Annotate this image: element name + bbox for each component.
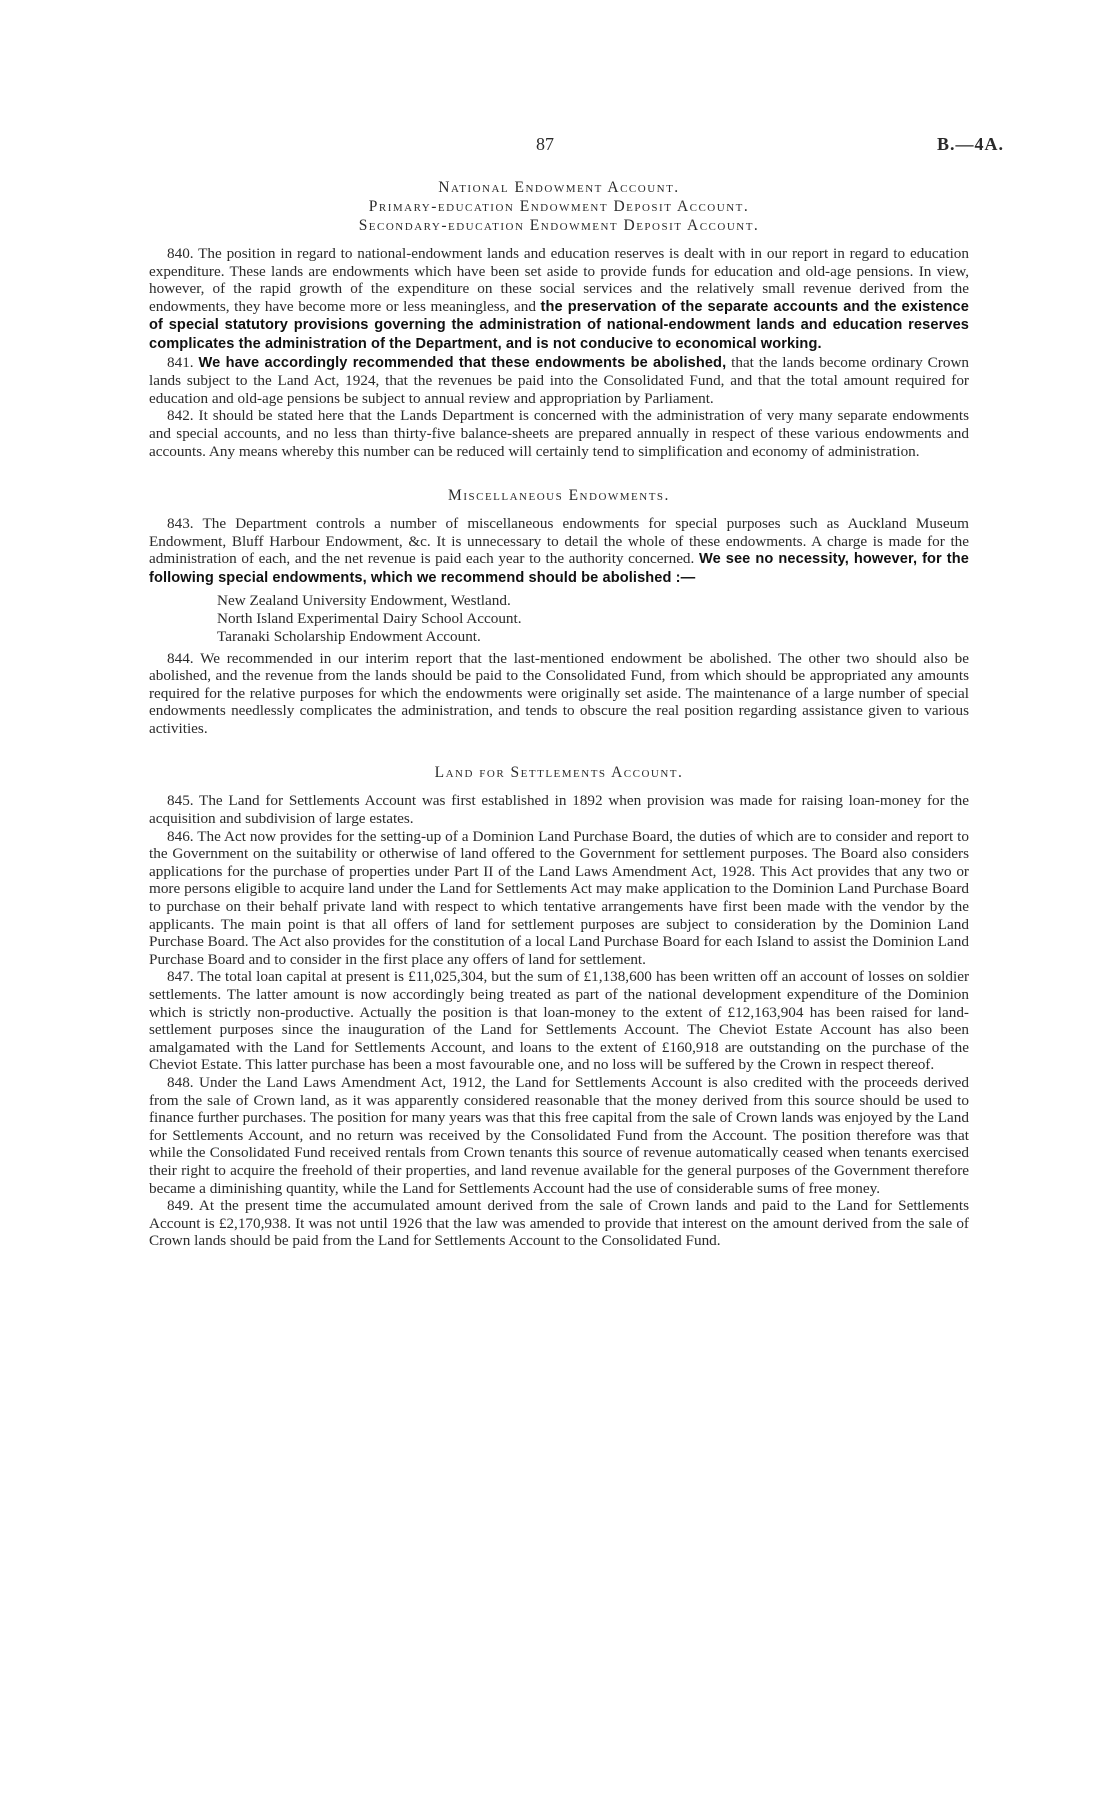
paragraph-844: 844. We recommended in our interim report that the last-mentioned endowment be abolished. The other two should also be abolished, and the revenue from the lands should be paid to the Consolidated Fund, from which should be appropriated any amounts required for the relative purposes for which the endowments were originally set aside. The maintenance of a large number of special endowments needlessly complicates the administration, and tends to obscure the real position regarding assistance given to various activities.	[149, 649, 969, 737]
paragraph-842: 842. It should be stated here that the Lands Department is concerned with the administration of very many separate endowments and special accounts, and no less than thirty-five balance-sheets are prepared annually in respect of these various endowments and accounts. Any means whereby this number can be reduced will certainly tend to simplification and economy of administration.	[149, 407, 969, 460]
page-number: 87	[536, 134, 554, 154]
section-heading: National Endowment Account.	[438, 179, 680, 196]
paragraph-849: 849. At the present time the accumulated amount derived from the sale of Crown lands and paid to the Land for Settlements Account is £2,170,938. It was not until 1926 that the law was amended to provide that interest on the amount derived from the sale of Crown lands should be paid from the Land for Settlements Account to the Consolidated Fund.	[149, 1197, 969, 1250]
section-national-endowment-headings	[149, 178, 969, 235]
list-item: Taranaki Scholarship Endowment Account.	[217, 627, 481, 645]
section-heading: Miscellaneous Endowments.	[448, 487, 670, 505]
paragraph-text: 840. The position in regard to national-endowment lands and education reserves is dealt with in our report in regard to education expenditure. These lands are endowments which have been set aside to provide funds for education and old-age pensions. In view, however, of the rapid growth of the expenditure on these social services and the relatively small revenue derived from the endowments, they have become more or less meaningless, and	[149, 245, 969, 315]
section-heading: Land for Settlements Account.	[434, 764, 684, 782]
emphasis-text: the preservation of the separate accounts and the existence of special statutory provisions governing the administration of national-endowment lands and education reserves complicates the administration of the Department, and is not conducive to economical working.	[149, 298, 969, 352]
endowment-list	[217, 592, 969, 646]
paragraph-847: 847. The total loan capital at present is £11,025,304, but the sum of £1,138,600 has been written off an account of losses on soldier settlements. The latter amount is now accordingly being treated as part of the national development expenditure of the Dominion which is strictly non-productive. Actually the position is that loan-money to the extent of £12,163,904 has been raised for land-settlement purposes since the inauguration of the Land for Settlements Account. The Cheviot Estate Account has also been amalgamated with the Land for Settlements Account, and loans to the extent of £160,918 are outstanding on the purchase of the Cheviot Estate. This latter purchase has been a most favourable one, and no loss will be suffered by the Crown in respect thereof.	[149, 968, 969, 1074]
paragraph-text: that the lands become ordinary Crown lands subject to the Land Act, 1924, that the revenues be paid into the Consolidated Fund, and that the total amount required for education and old-age pensions be subject to annual review and appropriation by Parliament.	[149, 353, 970, 407]
section-heading: Secondary-education Endowment Deposit Account.	[358, 217, 760, 234]
document-reference: B.—4A.	[937, 134, 1005, 154]
paragraph-846: 846. The Act now provides for the setting-up of a Dominion Land Purchase Board, the duties of which are to consider and report to the Government on the suitability or otherwise of land offered to the Government for settlement purposes. The Board also considers applications for the purchase of properties under Part II of the Land Laws Amendment Act, 1928. This Act provides that any two or more persons eligible to acquire land under the Land for Settlements Act may make application to the Dominion Land Purchase Board to purchase on their behalf private land with respect to which tentative arrangements have first been made with the vendor by the applicants. The main point is that all offers of land for settlement purposes are subject to consideration by the Dominion Land Purchase Board. The Act also provides for the constitution of a local Land Purchase Board for each Island to assist the Dominion Land Purchase Board and to consider in the first place any offers of land for settlement.	[149, 827, 969, 968]
section-land-settlements-headings	[149, 763, 969, 782]
emphasis-text: We see no necessity, however, for the following special endowments, which we recommend should be abolished :—	[149, 551, 969, 586]
section-heading: Primary-education Endowment Deposit Account.	[368, 198, 750, 215]
paragraph-848: 848. Under the Land Laws Amendment Act, 1912, the Land for Settlements Account is also credited with the proceeds derived from the sale of Crown land, as it was apparently considered reasonable that the money derived from this source should be used to finance further purchases. The position for many years was that this free capital from the sale of Crown lands was enjoyed by the Land for Settlements Account, and no return was received by the Consolidated Fund from the Account. The position therefore was that while the Consolidated Fund received rentals from Crown tenants this source of revenue automatically ceased when tenants exercised their right to acquire the freehold of their properties, and land revenue available for the general purposes of the Government therefore became a diminishing quantity, while the Land for Settlements Account had the use of considerable sums of free money.	[149, 1073, 969, 1197]
list-item: North Island Experimental Dairy School Account.	[217, 609, 522, 627]
emphasis-text: We have accordingly recommended that these endowments be abolished,	[198, 354, 727, 371]
paragraph-841	[149, 354, 969, 408]
paragraph-text: 843. The Department controls a number of miscellaneous endowments for special purposes such as Auckland Museum Endowment, Bluff Harbour Endowment, &c. It is unnecessary to detail the whole of these endowments. A charge is made for the administration of each, and the net revenue is paid each year to the authority concerned.	[149, 515, 969, 568]
paragraph-845: 845. The Land for Settlements Account was first established in 1892 when provision was made for raising loan-money for the acquisition and subdivision of large estates.	[149, 792, 969, 828]
paragraph-number: 841.	[167, 353, 199, 371]
list-item: New Zealand University Endowment, Westland.	[217, 591, 511, 609]
paragraph-840	[149, 245, 969, 354]
page-header	[0, 134, 1114, 158]
paragraph-843	[149, 515, 969, 587]
page-body	[149, 178, 969, 1250]
section-miscellaneous-headings	[149, 486, 969, 505]
